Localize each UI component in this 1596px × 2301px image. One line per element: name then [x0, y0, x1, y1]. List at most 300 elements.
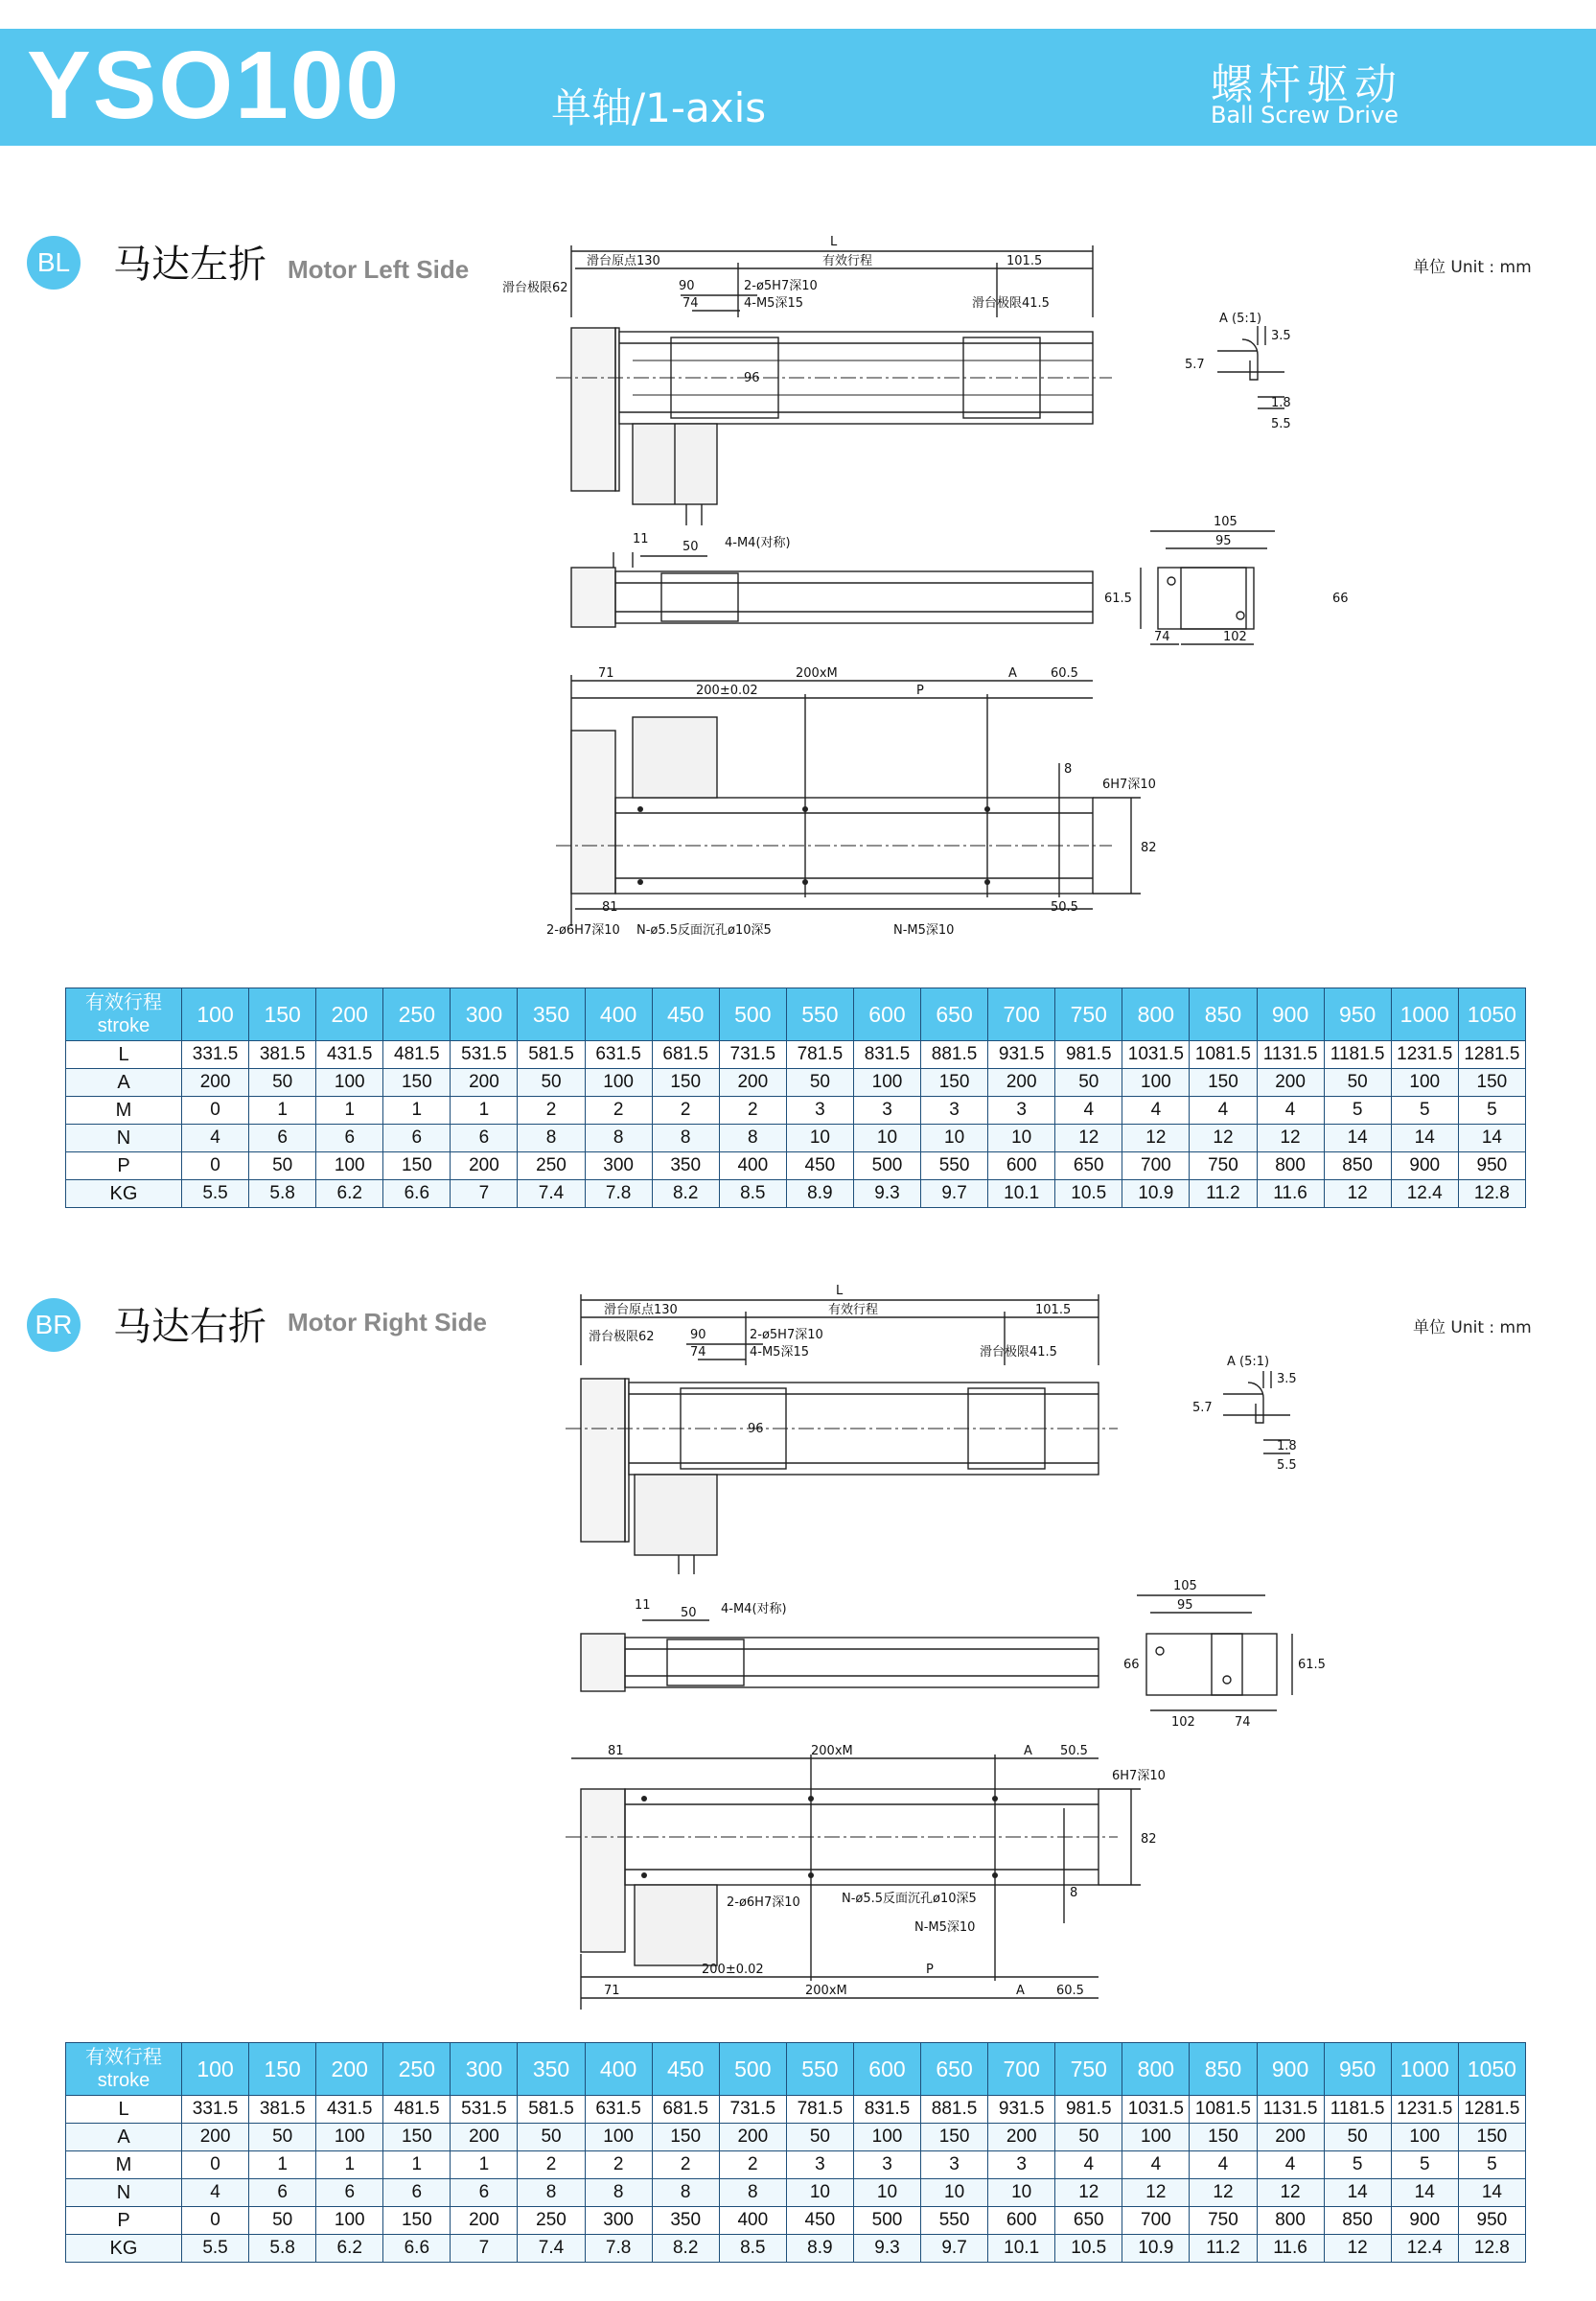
row-label: A — [66, 2124, 182, 2151]
table-cell: 1231.5 — [1391, 2096, 1458, 2124]
stroke-col: 100 — [182, 988, 249, 1041]
table-cell: 850 — [1324, 2207, 1391, 2235]
table-cell: 350 — [652, 2207, 719, 2235]
table-cell: 4 — [1257, 1097, 1324, 1125]
table-cell: 10.1 — [988, 1180, 1055, 1208]
dim-74: 74 — [682, 296, 699, 311]
dim-3-5: 3.5 — [1277, 1372, 1297, 1386]
table-cell: 5.8 — [249, 1180, 316, 1208]
stroke-col: 1000 — [1391, 2043, 1458, 2096]
stroke-col: 400 — [585, 2043, 652, 2096]
section-badge-br: BR — [27, 1298, 81, 1352]
table-cell: 10 — [921, 2179, 988, 2207]
table-cell: 481.5 — [383, 2096, 451, 2124]
table-cell: 10.5 — [1055, 1180, 1122, 1208]
table-cell: 3 — [988, 1097, 1055, 1125]
table-cell: 150 — [383, 2124, 451, 2151]
table-cell: 50 — [1324, 2124, 1391, 2151]
table-cell: 1181.5 — [1324, 1041, 1391, 1069]
dim-74-end: 74 — [1235, 1715, 1251, 1730]
table-cell: 150 — [921, 1069, 988, 1097]
table-cell: 950 — [1458, 2207, 1525, 2235]
table-cell: 8 — [518, 2179, 585, 2207]
table-cell: 300 — [585, 2207, 652, 2235]
dim-105: 105 — [1173, 1579, 1197, 1593]
dim-a: A — [1024, 1744, 1032, 1758]
table-cell: 12 — [1257, 2179, 1324, 2207]
table-cell: 100 — [1391, 1069, 1458, 1097]
table-cell: 12 — [1055, 1125, 1122, 1152]
dim-105: 105 — [1214, 515, 1237, 529]
table-cell: 10.1 — [988, 2235, 1055, 2263]
table-cell: 681.5 — [652, 2096, 719, 2124]
table-cell: 8.5 — [719, 2235, 786, 2263]
table-cell: 8 — [585, 1125, 652, 1152]
stroke-col: 500 — [719, 988, 786, 1041]
table-cell: 731.5 — [719, 2096, 786, 2124]
table-cell: 150 — [1458, 2124, 1525, 2151]
row-label: KG — [66, 2235, 182, 2263]
label-cbore: N-ø5.5反面沉孔ø10深5 — [636, 923, 772, 938]
table-cell: 531.5 — [451, 1041, 518, 1069]
dim-5-7: 5.7 — [1192, 1401, 1213, 1415]
table-cell: 1181.5 — [1324, 2096, 1391, 2124]
label-detail-a: A (5:1) — [1219, 312, 1262, 326]
dim-11: 11 — [633, 532, 649, 546]
table-cell: 14 — [1391, 2179, 1458, 2207]
table-cell: 3 — [853, 2151, 920, 2179]
row-label: M — [66, 1097, 182, 1125]
dim-11: 11 — [635, 1598, 651, 1613]
dim-3-5: 3.5 — [1271, 329, 1291, 343]
stroke-col: 800 — [1122, 988, 1190, 1041]
table-cell: 14 — [1458, 1125, 1525, 1152]
table-cell: 8 — [585, 2179, 652, 2207]
stroke-col: 950 — [1324, 988, 1391, 1041]
dim-102: 102 — [1223, 630, 1247, 644]
stroke-col: 750 — [1055, 988, 1122, 1041]
dim-66: 66 — [1123, 1658, 1140, 1672]
table-cell: 100 — [316, 1152, 383, 1180]
table-header-label: 有效行程 stroke — [66, 2043, 182, 2096]
table-cell: 1031.5 — [1122, 1041, 1190, 1069]
table-cell: 4 — [1055, 2151, 1122, 2179]
stroke-col: 750 — [1055, 2043, 1122, 2096]
table-cell: 12.8 — [1458, 2235, 1525, 2263]
table-cell: 4 — [182, 1125, 249, 1152]
dim-81: 81 — [608, 1744, 624, 1758]
unit-label-bl: 单位 Unit : mm — [1413, 258, 1532, 277]
table-cell: 431.5 — [316, 2096, 383, 2124]
dim-96: 96 — [744, 371, 760, 385]
table-cell: 1281.5 — [1458, 1041, 1525, 1069]
drive-type-cn: 螺杆驱动 — [1211, 60, 1402, 109]
table-cell: 12 — [1122, 1125, 1190, 1152]
stroke-col: 550 — [786, 988, 853, 1041]
model-title: YSO100 — [27, 32, 402, 139]
table-cell: 650 — [1055, 2207, 1122, 2235]
table-cell: 100 — [316, 1069, 383, 1097]
dim-200xm-bottom: 200xM — [805, 1984, 847, 1998]
table-cell: 6.2 — [316, 2235, 383, 2263]
stroke-col: 200 — [316, 2043, 383, 2096]
drive-type-en: Ball Screw Drive — [1211, 102, 1399, 128]
table-cell: 831.5 — [853, 1041, 920, 1069]
table-cell: 10 — [988, 1125, 1055, 1152]
table-cell: 200 — [451, 2207, 518, 2235]
table-cell: 1081.5 — [1190, 1041, 1257, 1069]
dim-61-5: 61.5 — [1104, 592, 1132, 606]
table-cell: 400 — [719, 1152, 786, 1180]
row-label: M — [66, 2151, 182, 2179]
dim-a-bottom: A — [1016, 1984, 1025, 1998]
dim-50: 50 — [682, 540, 699, 554]
table-cell: 0 — [182, 1097, 249, 1125]
table-cell: 531.5 — [451, 2096, 518, 2124]
dim-8: 8 — [1070, 1886, 1078, 1900]
dim-200-tol: 200±0.02 — [696, 684, 758, 698]
table-cell: 150 — [1458, 1069, 1525, 1097]
table-cell: 50 — [249, 1152, 316, 1180]
table-cell: 11.2 — [1190, 1180, 1257, 1208]
table-cell: 450 — [786, 2207, 853, 2235]
table-cell: 1 — [249, 1097, 316, 1125]
table-cell: 700 — [1122, 2207, 1190, 2235]
table-cell: 781.5 — [786, 2096, 853, 2124]
table-cell: 931.5 — [988, 1041, 1055, 1069]
table-cell: 3 — [786, 2151, 853, 2179]
dim-5-5: 5.5 — [1277, 1458, 1297, 1473]
table-cell: 100 — [853, 2124, 920, 2151]
table-cell: 100 — [1122, 1069, 1190, 1097]
dim-L: L — [836, 1284, 844, 1298]
dim-95: 95 — [1177, 1598, 1193, 1613]
table-cell: 150 — [383, 1152, 451, 1180]
label-m5: N-M5深10 — [893, 923, 955, 938]
row-label: KG — [66, 1180, 182, 1208]
section-title-br: 马达右折 — [113, 1305, 266, 1349]
table-cell: 14 — [1324, 2179, 1391, 2207]
spec-table-bl — [65, 988, 1526, 1208]
table-cell: 6 — [316, 2179, 383, 2207]
table-cell: 6.6 — [383, 1180, 451, 1208]
table-cell: 3 — [921, 1097, 988, 1125]
table-cell: 1 — [451, 2151, 518, 2179]
dim-101-5: 101.5 — [1035, 1303, 1072, 1317]
stroke-col: 100 — [182, 2043, 249, 2096]
table-cell: 2 — [652, 2151, 719, 2179]
table-cell: 150 — [1190, 2124, 1257, 2151]
dim-200-tol: 200±0.02 — [702, 1963, 764, 1977]
technical-drawing-br — [479, 1271, 1562, 2023]
table-cell: 1031.5 — [1122, 2096, 1190, 2124]
table-cell: 100 — [316, 2124, 383, 2151]
table-cell: 50 — [249, 2207, 316, 2235]
table-cell: 6.6 — [383, 2235, 451, 2263]
dim-60-5: 60.5 — [1056, 1984, 1084, 1998]
spec-table-br — [65, 2042, 1526, 2263]
table-cell: 200 — [719, 1069, 786, 1097]
table-cell: 4 — [1055, 1097, 1122, 1125]
table-cell: 881.5 — [921, 1041, 988, 1069]
stroke-col: 300 — [451, 2043, 518, 2096]
dim-200xm: 200xM — [796, 666, 838, 681]
table-row — [66, 2207, 1526, 2235]
table-row — [66, 1097, 1526, 1125]
table-cell: 5.5 — [182, 1180, 249, 1208]
table-cell: 11.6 — [1257, 1180, 1324, 1208]
table-cell: 12.4 — [1391, 2235, 1458, 2263]
table-cell: 500 — [853, 1152, 920, 1180]
table-cell: 200 — [451, 2124, 518, 2151]
table-cell: 5 — [1324, 2151, 1391, 2179]
stroke-col: 500 — [719, 2043, 786, 2096]
table-cell: 481.5 — [383, 1041, 451, 1069]
label-m4: 4-M4(对称) — [721, 1602, 787, 1616]
table-cell: 50 — [249, 1069, 316, 1097]
table-cell: 200 — [1257, 2124, 1324, 2151]
section-subtitle-bl: Motor Left Side — [288, 255, 470, 284]
table-cell: 700 — [1122, 1152, 1190, 1180]
stroke-col: 1050 — [1458, 988, 1525, 1041]
stroke-col: 200 — [316, 988, 383, 1041]
table-cell: 100 — [585, 1069, 652, 1097]
table-cell: 4 — [1190, 2151, 1257, 2179]
table-cell: 250 — [518, 2207, 585, 2235]
table-cell: 1 — [249, 2151, 316, 2179]
label-m4: 4-M4(对称) — [725, 536, 791, 550]
table-cell: 12 — [1257, 1125, 1324, 1152]
dim-1-8: 1.8 — [1277, 1439, 1297, 1453]
label-stroke: 有效行程 — [822, 254, 873, 268]
dim-96: 96 — [748, 1422, 764, 1436]
table-cell: 6.2 — [316, 1180, 383, 1208]
table-cell: 731.5 — [719, 1041, 786, 1069]
table-cell: 3 — [786, 1097, 853, 1125]
table-cell: 931.5 — [988, 2096, 1055, 2124]
table-cell: 150 — [1190, 1069, 1257, 1097]
dim-5-7: 5.7 — [1185, 358, 1205, 372]
label-origin: 滑台原点130 — [604, 1303, 678, 1317]
table-cell: 750 — [1190, 2207, 1257, 2235]
table-cell: 150 — [652, 2124, 719, 2151]
table-cell: 5.5 — [182, 2235, 249, 2263]
table-cell: 200 — [719, 2124, 786, 2151]
table-cell: 400 — [719, 2207, 786, 2235]
table-cell: 581.5 — [518, 2096, 585, 2124]
table-cell: 900 — [1391, 2207, 1458, 2235]
row-label: L — [66, 2096, 182, 2124]
table-cell: 550 — [921, 2207, 988, 2235]
table-cell: 1131.5 — [1257, 1041, 1324, 1069]
table-cell: 10 — [921, 1125, 988, 1152]
table-cell: 7.4 — [518, 1180, 585, 1208]
dim-90: 90 — [679, 279, 695, 293]
table-cell: 581.5 — [518, 1041, 585, 1069]
technical-drawing-bl — [479, 226, 1562, 959]
table-cell: 12 — [1324, 1180, 1391, 1208]
unit-label-br: 单位 Unit : mm — [1413, 1318, 1532, 1337]
label-6h7: 6H7深10 — [1102, 778, 1156, 792]
dim-81: 81 — [602, 900, 618, 915]
table-cell: 50 — [1324, 1069, 1391, 1097]
label-limit-62: 滑台极限62 — [502, 281, 568, 295]
row-label: P — [66, 1152, 182, 1180]
table-cell: 2 — [518, 2151, 585, 2179]
table-row — [66, 1069, 1526, 1097]
label-pin-holes: 2-ø5H7深10 — [750, 1328, 823, 1342]
table-cell: 831.5 — [853, 2096, 920, 2124]
table-cell: 250 — [518, 1152, 585, 1180]
table-cell: 2 — [585, 1097, 652, 1125]
label-stroke: 有效行程 — [828, 1303, 879, 1317]
table-cell: 6 — [451, 2179, 518, 2207]
table-cell: 5 — [1391, 1097, 1458, 1125]
stroke-col: 300 — [451, 988, 518, 1041]
dim-60-5: 60.5 — [1051, 666, 1078, 681]
table-cell: 750 — [1190, 1152, 1257, 1180]
table-cell: 3 — [921, 2151, 988, 2179]
stroke-col: 700 — [988, 2043, 1055, 2096]
table-cell: 1 — [316, 1097, 383, 1125]
table-cell: 11.6 — [1257, 2235, 1324, 2263]
label-pin-holes: 2-ø5H7深10 — [744, 279, 818, 293]
stroke-col: 400 — [585, 988, 652, 1041]
table-cell: 9.3 — [853, 2235, 920, 2263]
table-cell: 10 — [853, 1125, 920, 1152]
table-cell: 50 — [1055, 1069, 1122, 1097]
table-cell: 9.7 — [921, 1180, 988, 1208]
stroke-col: 150 — [249, 2043, 316, 2096]
table-cell: 5 — [1324, 1097, 1391, 1125]
table-cell: 9.7 — [921, 2235, 988, 2263]
table-cell: 2 — [719, 2151, 786, 2179]
table-cell: 12.8 — [1458, 1180, 1525, 1208]
table-cell: 981.5 — [1055, 1041, 1122, 1069]
table-cell: 950 — [1458, 1152, 1525, 1180]
table-cell: 14 — [1458, 2179, 1525, 2207]
stroke-col: 450 — [652, 2043, 719, 2096]
table-row — [66, 2096, 1526, 2124]
table-cell: 200 — [451, 1152, 518, 1180]
label-pin6: 2-ø6H7深10 — [546, 923, 620, 938]
table-cell: 8.2 — [652, 1180, 719, 1208]
table-cell: 100 — [853, 1069, 920, 1097]
table-cell: 6 — [383, 2179, 451, 2207]
table-cell: 0 — [182, 2151, 249, 2179]
table-cell: 200 — [988, 2124, 1055, 2151]
table-cell: 631.5 — [585, 2096, 652, 2124]
table-cell: 14 — [1324, 1125, 1391, 1152]
table-cell: 331.5 — [182, 1041, 249, 1069]
table-cell: 800 — [1257, 2207, 1324, 2235]
table-row — [66, 2179, 1526, 2207]
stroke-col: 950 — [1324, 2043, 1391, 2096]
table-cell: 200 — [451, 1069, 518, 1097]
table-cell: 881.5 — [921, 2096, 988, 2124]
table-cell: 800 — [1257, 1152, 1324, 1180]
dim-74-end: 74 — [1154, 630, 1170, 644]
stroke-col: 250 — [383, 988, 451, 1041]
table-cell: 50 — [518, 2124, 585, 2151]
table-cell: 1 — [316, 2151, 383, 2179]
table-cell: 200 — [182, 2124, 249, 2151]
table-row — [66, 2151, 1526, 2179]
label-limit-41-5: 滑台极限41.5 — [972, 296, 1050, 311]
table-cell: 550 — [921, 1152, 988, 1180]
label-m5: N-M5深10 — [914, 1920, 976, 1935]
table-header-label: 有效行程 stroke — [66, 988, 182, 1041]
stroke-col: 800 — [1122, 2043, 1190, 2096]
table-cell: 3 — [988, 2151, 1055, 2179]
table-cell: 100 — [316, 2207, 383, 2235]
table-cell: 50 — [1055, 2124, 1122, 2151]
dim-74: 74 — [690, 1345, 706, 1360]
stroke-col: 350 — [518, 2043, 585, 2096]
table-cell: 200 — [1257, 1069, 1324, 1097]
table-cell: 6 — [383, 1125, 451, 1152]
table-cell: 900 — [1391, 1152, 1458, 1180]
dim-71: 71 — [598, 666, 614, 681]
table-cell: 6 — [451, 1125, 518, 1152]
table-cell: 50 — [518, 1069, 585, 1097]
row-label: N — [66, 1125, 182, 1152]
dim-90: 90 — [690, 1328, 706, 1342]
table-cell: 12 — [1190, 1125, 1257, 1152]
row-label: N — [66, 2179, 182, 2207]
table-cell: 10 — [988, 2179, 1055, 2207]
table-cell: 10.9 — [1122, 1180, 1190, 1208]
table-cell: 681.5 — [652, 1041, 719, 1069]
table-cell: 5 — [1458, 2151, 1525, 2179]
table-cell: 350 — [652, 1152, 719, 1180]
table-cell: 981.5 — [1055, 2096, 1122, 2124]
dim-200xm: 200xM — [811, 1744, 853, 1758]
table-cell: 650 — [1055, 1152, 1122, 1180]
table-cell: 1081.5 — [1190, 2096, 1257, 2124]
dim-50-5: 50.5 — [1051, 900, 1078, 915]
table-row — [66, 2235, 1526, 2263]
table-cell: 2 — [652, 1097, 719, 1125]
table-cell: 4 — [1122, 1097, 1190, 1125]
stroke-col: 350 — [518, 988, 585, 1041]
dim-66: 66 — [1332, 592, 1349, 606]
table-cell: 7 — [451, 1180, 518, 1208]
label-cbore: N-ø5.5反面沉孔ø10深5 — [842, 1892, 977, 1906]
dim-1-8: 1.8 — [1271, 396, 1291, 410]
table-cell: 50 — [786, 2124, 853, 2151]
table-cell: 10 — [853, 2179, 920, 2207]
table-cell: 2 — [518, 1097, 585, 1125]
dim-101-5: 101.5 — [1006, 254, 1043, 268]
table-cell: 8 — [719, 1125, 786, 1152]
table-cell: 10.9 — [1122, 2235, 1190, 2263]
stroke-col: 650 — [921, 988, 988, 1041]
table-cell: 14 — [1391, 1125, 1458, 1152]
row-label: L — [66, 1041, 182, 1069]
table-cell: 8.9 — [786, 2235, 853, 2263]
table-cell: 8 — [652, 1125, 719, 1152]
table-cell: 7.8 — [585, 2235, 652, 2263]
table-body — [66, 2096, 1526, 2263]
table-cell: 431.5 — [316, 1041, 383, 1069]
table-cell: 12.4 — [1391, 1180, 1458, 1208]
stroke-col: 600 — [853, 988, 920, 1041]
table-cell: 8 — [719, 2179, 786, 2207]
table-cell: 4 — [1257, 2151, 1324, 2179]
table-cell: 12 — [1055, 2179, 1122, 2207]
table-cell: 8 — [652, 2179, 719, 2207]
